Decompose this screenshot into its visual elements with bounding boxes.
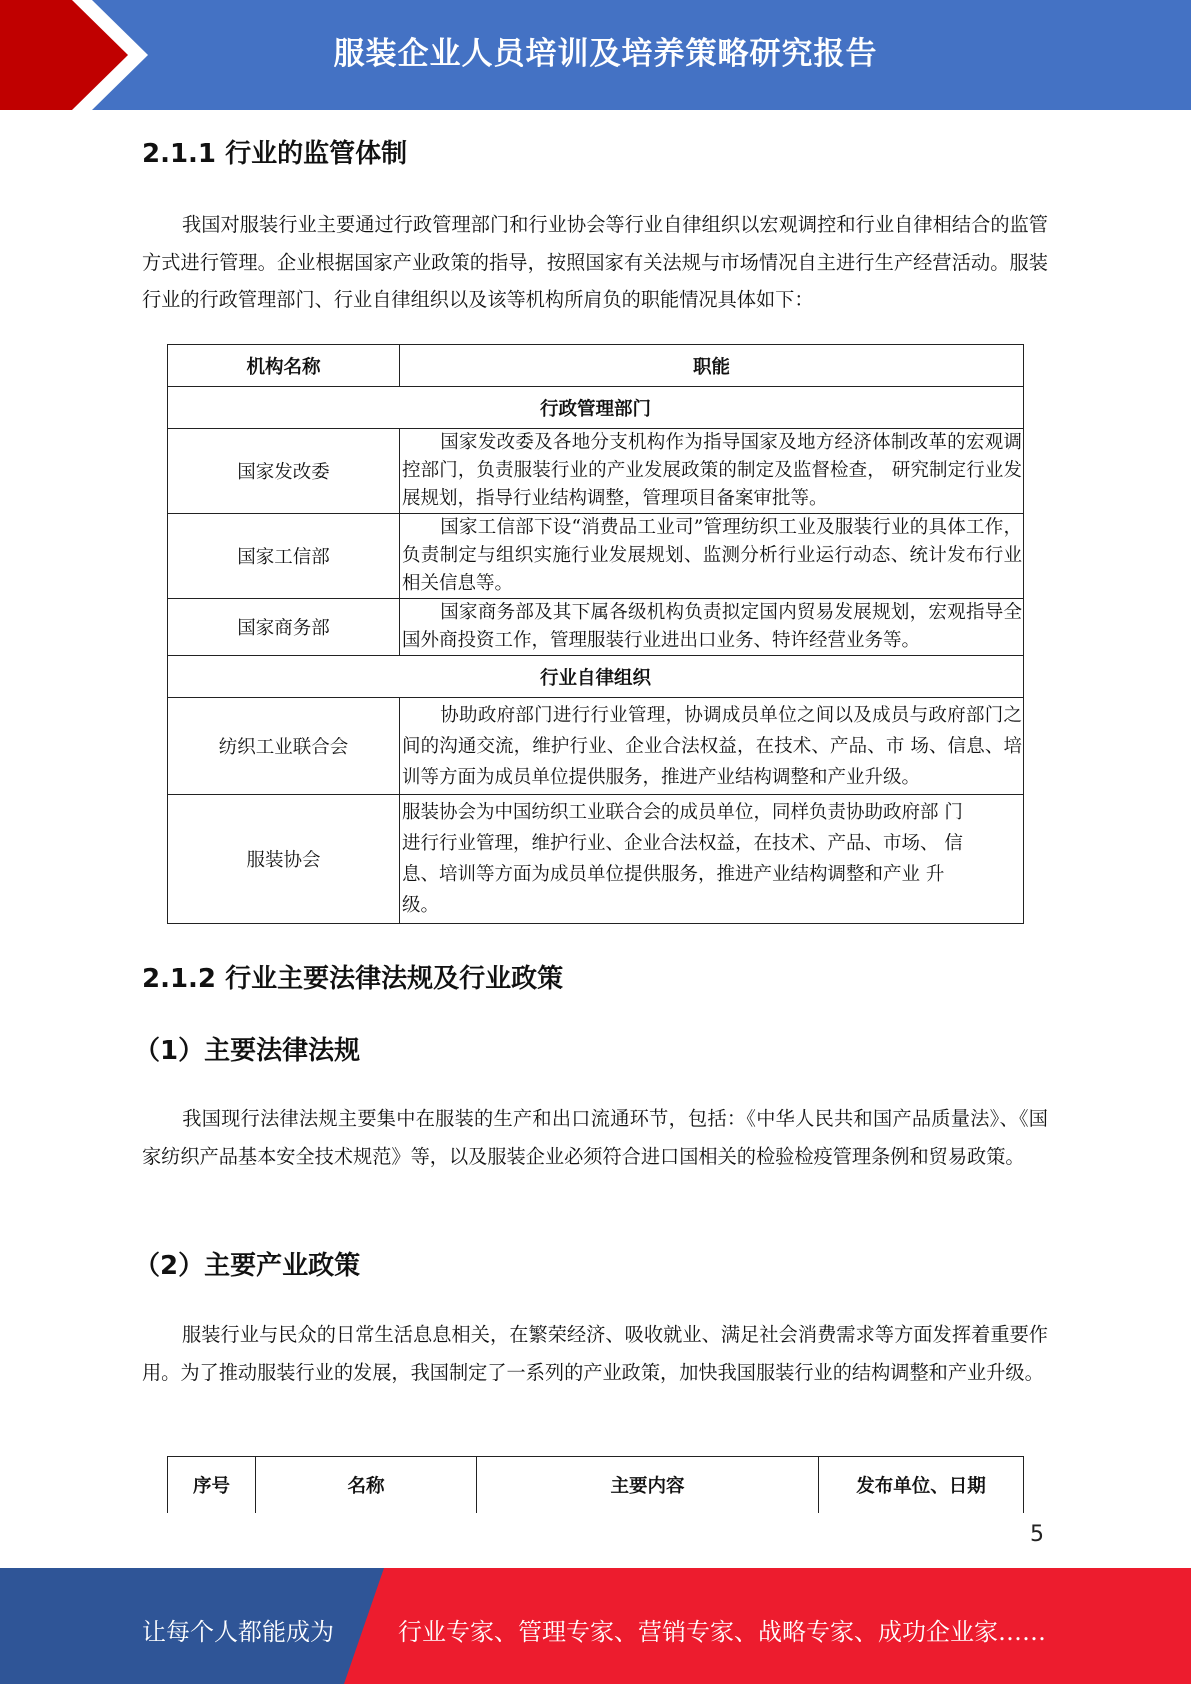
footer-slogan-right: 行业专家、管理专家、营销专家、战略专家、成功企业家……: [398, 1618, 1046, 1646]
table-section-row: [168, 387, 1024, 429]
org-function: 国家发改委及各地分支机构作为指导国家及地方经济体制改革的宏观调控部门，负责服装行业的产业发展政策的制定及监督检查， 研究制定行业发展规划，指导行业结构调整，管理项目备案审批等。: [400, 429, 1024, 514]
org-function: 国家商务部及其下属各级机构负责拟定国内贸易发展规划，宏观指导全国外商投资工作，管理服装行业进出口业务、特许经营业务等。: [400, 599, 1024, 656]
document-title: 服装企业人员培训及培养策略研究报告: [333, 36, 878, 72]
column-header-index: 序号: [168, 1457, 256, 1513]
subheading-policies: （2）主要产业政策: [134, 1251, 361, 1281]
table-section-row: [168, 656, 1024, 698]
page-number: 5: [1030, 1522, 1044, 1547]
column-header-title: 名称: [256, 1457, 477, 1513]
section-label-self-regulation: 行业自律组织: [168, 656, 1024, 698]
section-heading-2-1-2: 2.1.2 行业主要法律法规及行业政策: [142, 964, 564, 994]
column-header-name: 机构名称: [168, 345, 400, 387]
table-row: [168, 698, 1024, 795]
table-header-row: [168, 1457, 1024, 1513]
footer-slogan-left: 让每个人都能成为: [142, 1618, 334, 1646]
org-name: 国家商务部: [168, 599, 400, 656]
policy-table: [167, 1456, 1024, 1513]
page-header: [0, 0, 1191, 110]
org-name: 国家工信部: [168, 514, 400, 599]
org-function: 国家工信部下设“消费品工业司”管理纺织工业及服装行业的具体工作，负责制定与组织实施行业发展规划、监测分析行业运行动态、统计发布行业相关信息等。: [400, 514, 1024, 599]
org-name: 服装协会: [168, 795, 400, 924]
org-function: 服装协会为中国纺织工业联合会的成员单位，同样负责协助政府部 门 进行行业管理，维护行业、企业合法权益，在技术、产品、市场、 信 息、培训等方面为成员单位提供服务，推进产业结构调整和产业 升 级。: [400, 795, 1024, 924]
org-function: 协助政府部门进行行业管理，协调成员单位之间以及成员与政府部门之间的沟通交流，维护行业、企业合法权益，在技术、产品、市 场、信息、培训等方面为成员单位提供服务，推进产业结构调整和产业升级。: [400, 698, 1024, 795]
regulatory-bodies-table: [167, 344, 1024, 924]
table-row: [168, 795, 1024, 924]
table-row: [168, 429, 1024, 514]
column-header-function: 职能: [400, 345, 1024, 387]
table-row: [168, 599, 1024, 656]
section-heading-2-1-1: 2.1.1 行业的监管体制: [142, 139, 408, 169]
section-label-admin: 行政管理部门: [168, 387, 1024, 429]
paragraph-laws: 我国现行法律法规主要集中在服装的生产和出口流通环节，包括：《中华人民共和国产品质量法》、《国家纺织产品基本安全技术规范》等，以及服装企业必须符合进口国相关的检验检疫管理条例和贸易政策。: [142, 1107, 1048, 1168]
table-header-row: [168, 345, 1024, 387]
paragraph-regulatory-system: 我国对服装行业主要通过行政管理部门和行业协会等行业自律组织以宏观调控和行业自律相结合的监管方式进行管理。企业根据国家产业政策的指导，按照国家有关法规与市场情况自主进行生产经营活动。服装行业的行政管理部门、行业自律组织以及该等机构所肩负的职能情况具体如下：: [142, 213, 1048, 311]
column-header-content: 主要内容: [477, 1457, 819, 1513]
paragraph-policies: 服装行业与民众的日常生活息息相关，在繁荣经济、吸收就业、满足社会消费需求等方面发挥着重要作用。为了推动服装行业的发展，我国制定了一系列的产业政策，加快我国服装行业的结构调整和产业升级。: [142, 1323, 1048, 1384]
subheading-laws: （1）主要法律法规: [134, 1036, 361, 1066]
org-name: 国家发改委: [168, 429, 400, 514]
org-name: 纺织工业联合会: [168, 698, 400, 795]
column-header-issuer-date: 发布单位、日期: [819, 1457, 1024, 1513]
table-row: [168, 514, 1024, 599]
